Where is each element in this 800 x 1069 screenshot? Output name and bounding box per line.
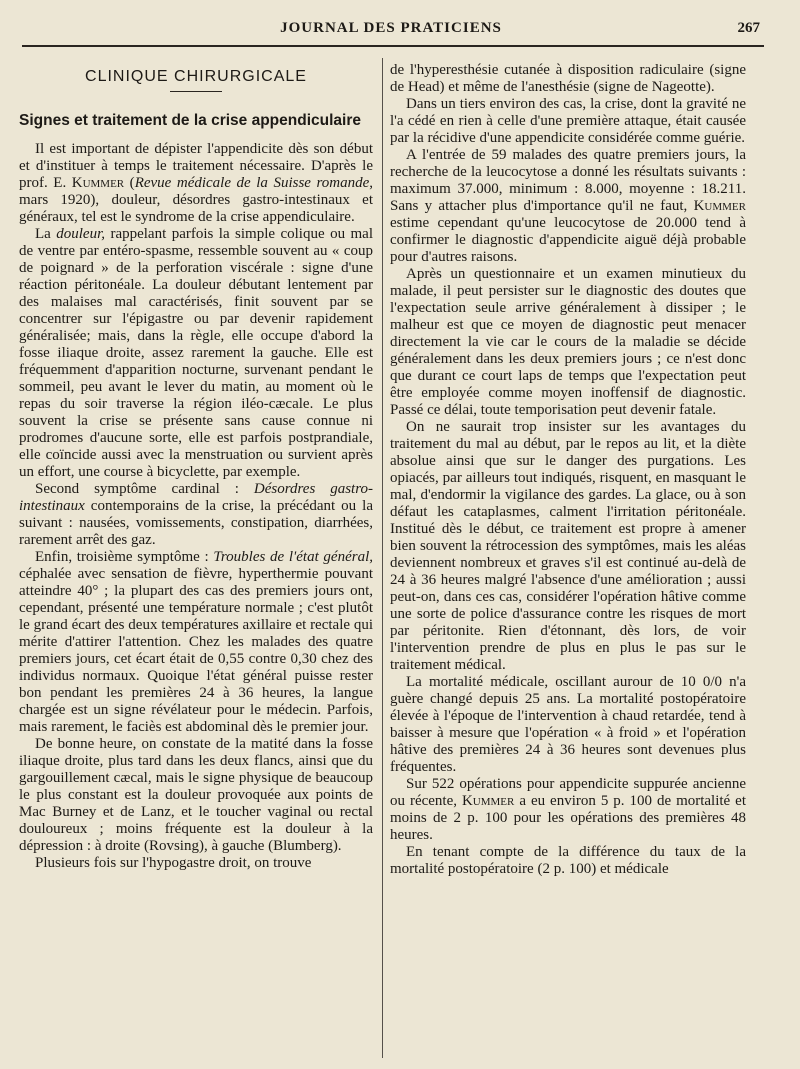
paragraph: Enfin, troisième symptôme : Troubles de l'état général, céphalée avec sensation de fièvre, hyperthermie pouvant atteindre 40° ; la plupart des cas des premiers jours ont, cependant, présenté une température normale ; c'est plutôt le grand écart des deux températures axillaire et rectale qui mérite d'attirer l'attention. Chez les malades des quatre premiers jours, cet écart était de 0,55 contre 0,30 chez des individus normaux. Quoique l'état général puisse rester bon pendant les premières 24 à 36 heures, la langue chargée est un signe révélateur pour le médecin. Parfois, mais rarement, le faciès est abdominal dès le premier jour. bbox=[19, 549, 374, 735]
author-name: Kummer bbox=[461, 793, 515, 809]
paragraph: Après un questionnaire et un examen minutieux du malade, il peut persister sur le diagnostic des doutes que l'expectation seule arrive généralement à dissiper ; le malheur est que ce moyen de diagnostic peut menacer directement la vie car le cours de la maladie se décide généralement dans les deux premiers jours ; ce n'est donc que durant ce court laps de temps que l'expectation peut être employée comme moyen inoffensif de diagnostic. Passé ce délai, toute temporisation peut devenir fatale. bbox=[390, 266, 746, 418]
journal-title: JOURNAL DES PRATICIENS bbox=[280, 20, 502, 36]
paragraph: Il est important de dépister l'appendicite dès son début et d'instituer à temps le traitement nécessaire. D'après le prof. E. Kummer (Revue médicale de la Suisse romande, mars 1920), douleur, désordres gastro-intestinaux et généraux, tel est le syndrome de la crise appendiculaire. bbox=[19, 141, 374, 225]
paragraph: De bonne heure, on constate de la matité dans la fosse iliaque droite, plus tard dans les deux flancs, ainsi que du gargouillement cæcal, mais le signe physique de beaucoup le plus constant est la douleur provoquée aux points de Mac Burney et de Lanz, et le toucher vaginal ou rectal douloureux ; moins fréquente est la douleur à la dépression : à droite (Rovsing), à gauche (Blumberg). bbox=[19, 736, 373, 854]
page-header bbox=[18, 16, 764, 44]
column-divider bbox=[382, 58, 383, 1058]
paragraph: La douleur, rappelant parfois la simple colique ou mal de ventre par entéro-spasme, ressemble souvent au « coup de poignard » de la perforation viscérale : signe d'une réaction péritonéale. La douleur débutant lentement par des malaises mal caractérisés, finit souvent par se concentrer sur l'épigastre ou par devenir rapidement généralisée; mais, dans la règle, elle occupe d'abord la fosse iliaque droite, assez rarement la gauche. Elle est fréquemment d'apparition nocturne, survenant pendant le sommeil, peu avant le lever du matin, au moment où le repas du soir traverse la région iléo-cæcale. Le plus souvent la crise se présente sans cause connue ni prodromes d'aucune sorte, elle est parfois postprandiale, elle coïncide aussi avec la menstruation ou survient après un effort, une course à bicyclette, par exemple. bbox=[19, 226, 373, 480]
paragraph: En tenant compte de la différence du taux de la mortalité postopératoire (2 p. 100) et médicale bbox=[390, 844, 746, 877]
article-title: Signes et traitement de la crise appendiculaire bbox=[19, 112, 361, 129]
paragraph: Second symptôme cardinal : Désordres gastro-intestinaux contemporains de la crise, la précédant ou la suivant : nausées, vomissements, constipation, diarrhées, rarement arrêt des gaz. bbox=[19, 481, 373, 548]
paragraph: de l'hyperesthésie cutanée à disposition radiculaire (signe de Head) et même de l'anesthésie (signe de Nageotte). bbox=[390, 62, 746, 95]
left-column bbox=[19, 60, 373, 872]
page-number: 267 bbox=[737, 20, 760, 36]
section-title: CLINIQUE CHIRURGICALE bbox=[85, 68, 307, 85]
author-name: Kummer bbox=[71, 175, 125, 191]
paragraph: A l'entrée de 59 malades des quatre premiers jours, la recherche de la leucocytose a donné les résultats suivants : maximum 37.000, minimum : 8.000, moyenne : 18.211. Sans y attacher plus d'importance qu'il ne faut, Kummer estime cependant qu'une leucocytose de 20.000 tend à confirmer le diagnostic d'appendicite aiguë déjà probable pour d'autres raisons. bbox=[390, 147, 746, 265]
right-column bbox=[390, 62, 746, 878]
paragraph: Sur 522 opérations pour appendicite suppurée ancienne ou récente, Kummer a eu environ 5 p. 100 de mortalité et moins de 2 p. 100 pour les opérations des premières 48 heures. bbox=[390, 776, 746, 843]
paragraph: Dans un tiers environ des cas, la crise, dont la gravité ne l'a cédé en rien à celle d'une première attaque, était causée par la récidive d'une appendicite considérée comme guérie. bbox=[390, 96, 746, 146]
paragraph: On ne saurait trop insister sur les avantages du traitement du mal au début, par le repos au lit, et la diète absolue ainsi que sur le danger des purgations. Les opiacés, par ailleurs tout indiqués, risquent, en masquant le mal, d'endormir la vigilance des gardes. La glace, ou à son défaut les cataplasmes, calment l'irritation péritonéale. Institué dès le début, ce traitement est propre à amener bien souvent la rétrocession des symptômes, mais les aléas deviennent nombreux et graves s'il est continué au-delà de 24 à 36 heures malgré l'absence d'une amélioration ; aussi peut-on, dans ces cas, considérer l'opération hâtive comme une sorte de police d'assurance contre les risques de mort par péritonite. Rien d'étonnant, dès lors, de voir l'intervention prendre de plus en plus le pas sur le traitement médical. bbox=[390, 419, 746, 673]
paragraph: Plusieurs fois sur l'hypogastre droit, on trouve bbox=[35, 855, 312, 871]
author-name: Kummer bbox=[693, 198, 746, 214]
paragraph: La mortalité médicale, oscillant aurour de 10 0/0 n'a guère changé depuis 25 ans. La mortalité postopératoire élevée à l'époque de l'intervention à chaud retardée, tend à baisser à mesure que l'opération « à froid » et l'opération hâtive des premières 24 à 36 heures sont devenues plus fréquentes. bbox=[390, 674, 746, 775]
header-rule bbox=[22, 45, 764, 47]
section-title-rule bbox=[170, 91, 222, 92]
journal-reference: Revue médicale de la Suisse romande bbox=[134, 175, 370, 191]
